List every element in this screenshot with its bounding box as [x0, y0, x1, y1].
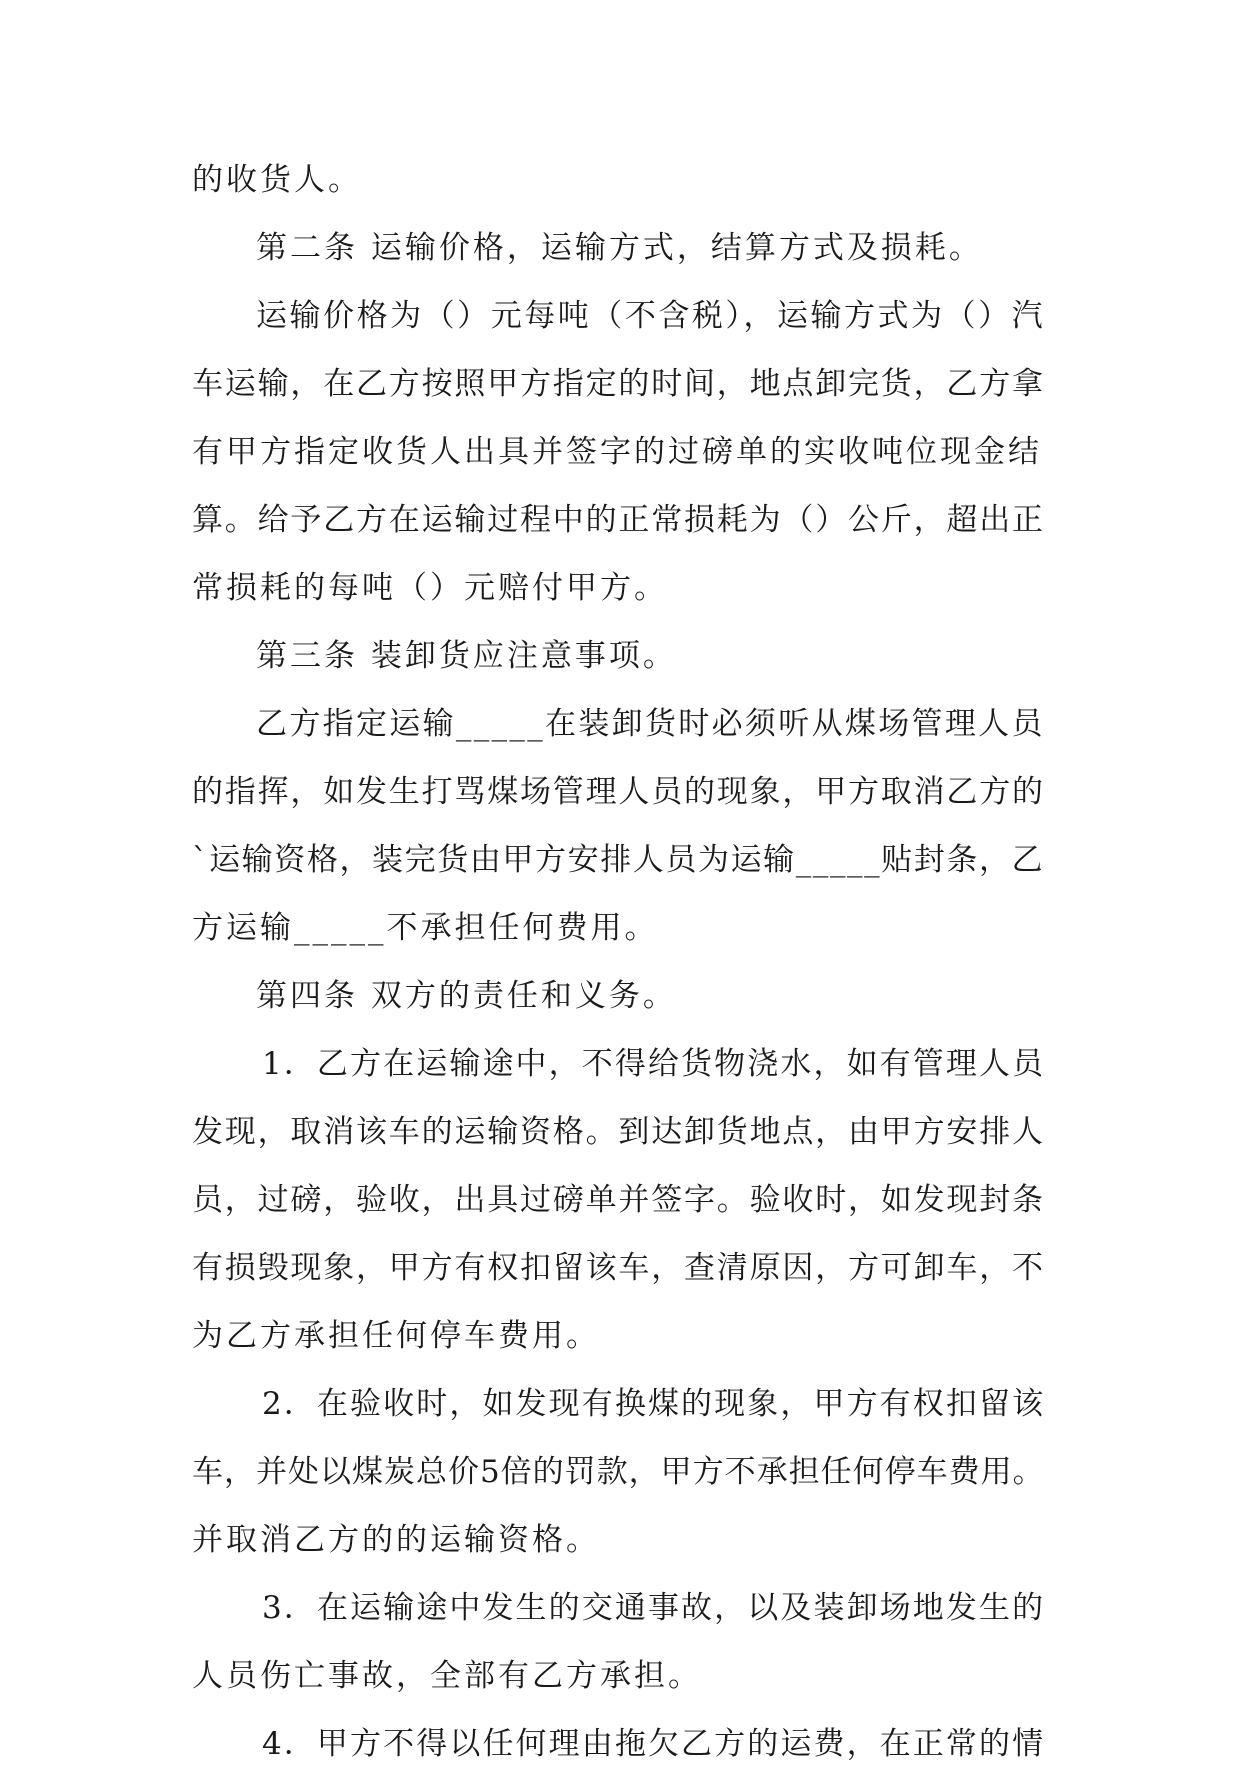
text-line: 方运输_____不承担任何费用。 [192, 910, 659, 946]
section-heading-3: 第三条 装卸货应注意事项。 [256, 638, 677, 674]
list-item-2: 2．在验收时，如发现有换煤的现象，甲方有权扣留该 [262, 1386, 1046, 1422]
text-line: 员，过磅，验收，出具过磅单并签字。验收时，如发现封条 [192, 1182, 1045, 1218]
text-line: 有甲方指定收货人出具并签字的过磅单的实收吨位现金结 [192, 434, 1042, 470]
text-line: 运输价格为（）元每吨（不含税），运输方式为（）汽 [256, 298, 1046, 334]
text-line: `运输资格，装完货由甲方安排人员为运输_____贴封条，乙 [192, 842, 1045, 878]
text-line: 乙方指定运输_____在装卸货时必须听从煤场管理人员 [256, 706, 1045, 742]
text-line: 发现，取消该车的运输资格。到达卸货地点，由甲方安排人 [192, 1114, 1045, 1150]
text-line: 并取消乙方的的运输资格。 [192, 1522, 600, 1558]
text-line: 算。给予乙方在运输过程中的正常损耗为（）公斤，超出正 [192, 502, 1045, 538]
text-line: 车，并处以煤炭总价5倍的罚款，甲方不承担任何停车费用。 [192, 1454, 1045, 1490]
list-item-3: 3．在运输途中发生的交通事故，以及装卸场地发生的 [262, 1590, 1046, 1626]
text-line: 常损耗的每吨（）元赔付甲方。 [192, 570, 668, 606]
section-heading-2: 第二条 运输价格，运输方式，结算方式及损耗。 [256, 230, 983, 266]
text-line: 的收货人。 [192, 162, 362, 198]
text-line: 的指挥，如发生打骂煤场管理人员的现象，甲方取消乙方的 [192, 774, 1045, 810]
text-line: 为乙方承担任何停车费用。 [192, 1318, 600, 1354]
list-item-1: 1．乙方在运输途中，不得给货物浇水，如有管理人员 [262, 1046, 1046, 1082]
text-line: 车运输，在乙方按照甲方指定的时间，地点卸完货，乙方拿 [192, 366, 1045, 402]
section-heading-4: 第四条 双方的责任和义务。 [256, 978, 677, 1014]
text-line: 有损毁现象，甲方有权扣留该车，查清原因，方可卸车，不 [192, 1250, 1045, 1286]
text-line: 人员伤亡事故，全部有乙方承担。 [192, 1658, 702, 1694]
list-item-4: 4．甲方不得以任何理由拖欠乙方的运费，在正常的情 [262, 1726, 1046, 1762]
document-body [192, 146, 1050, 1778]
